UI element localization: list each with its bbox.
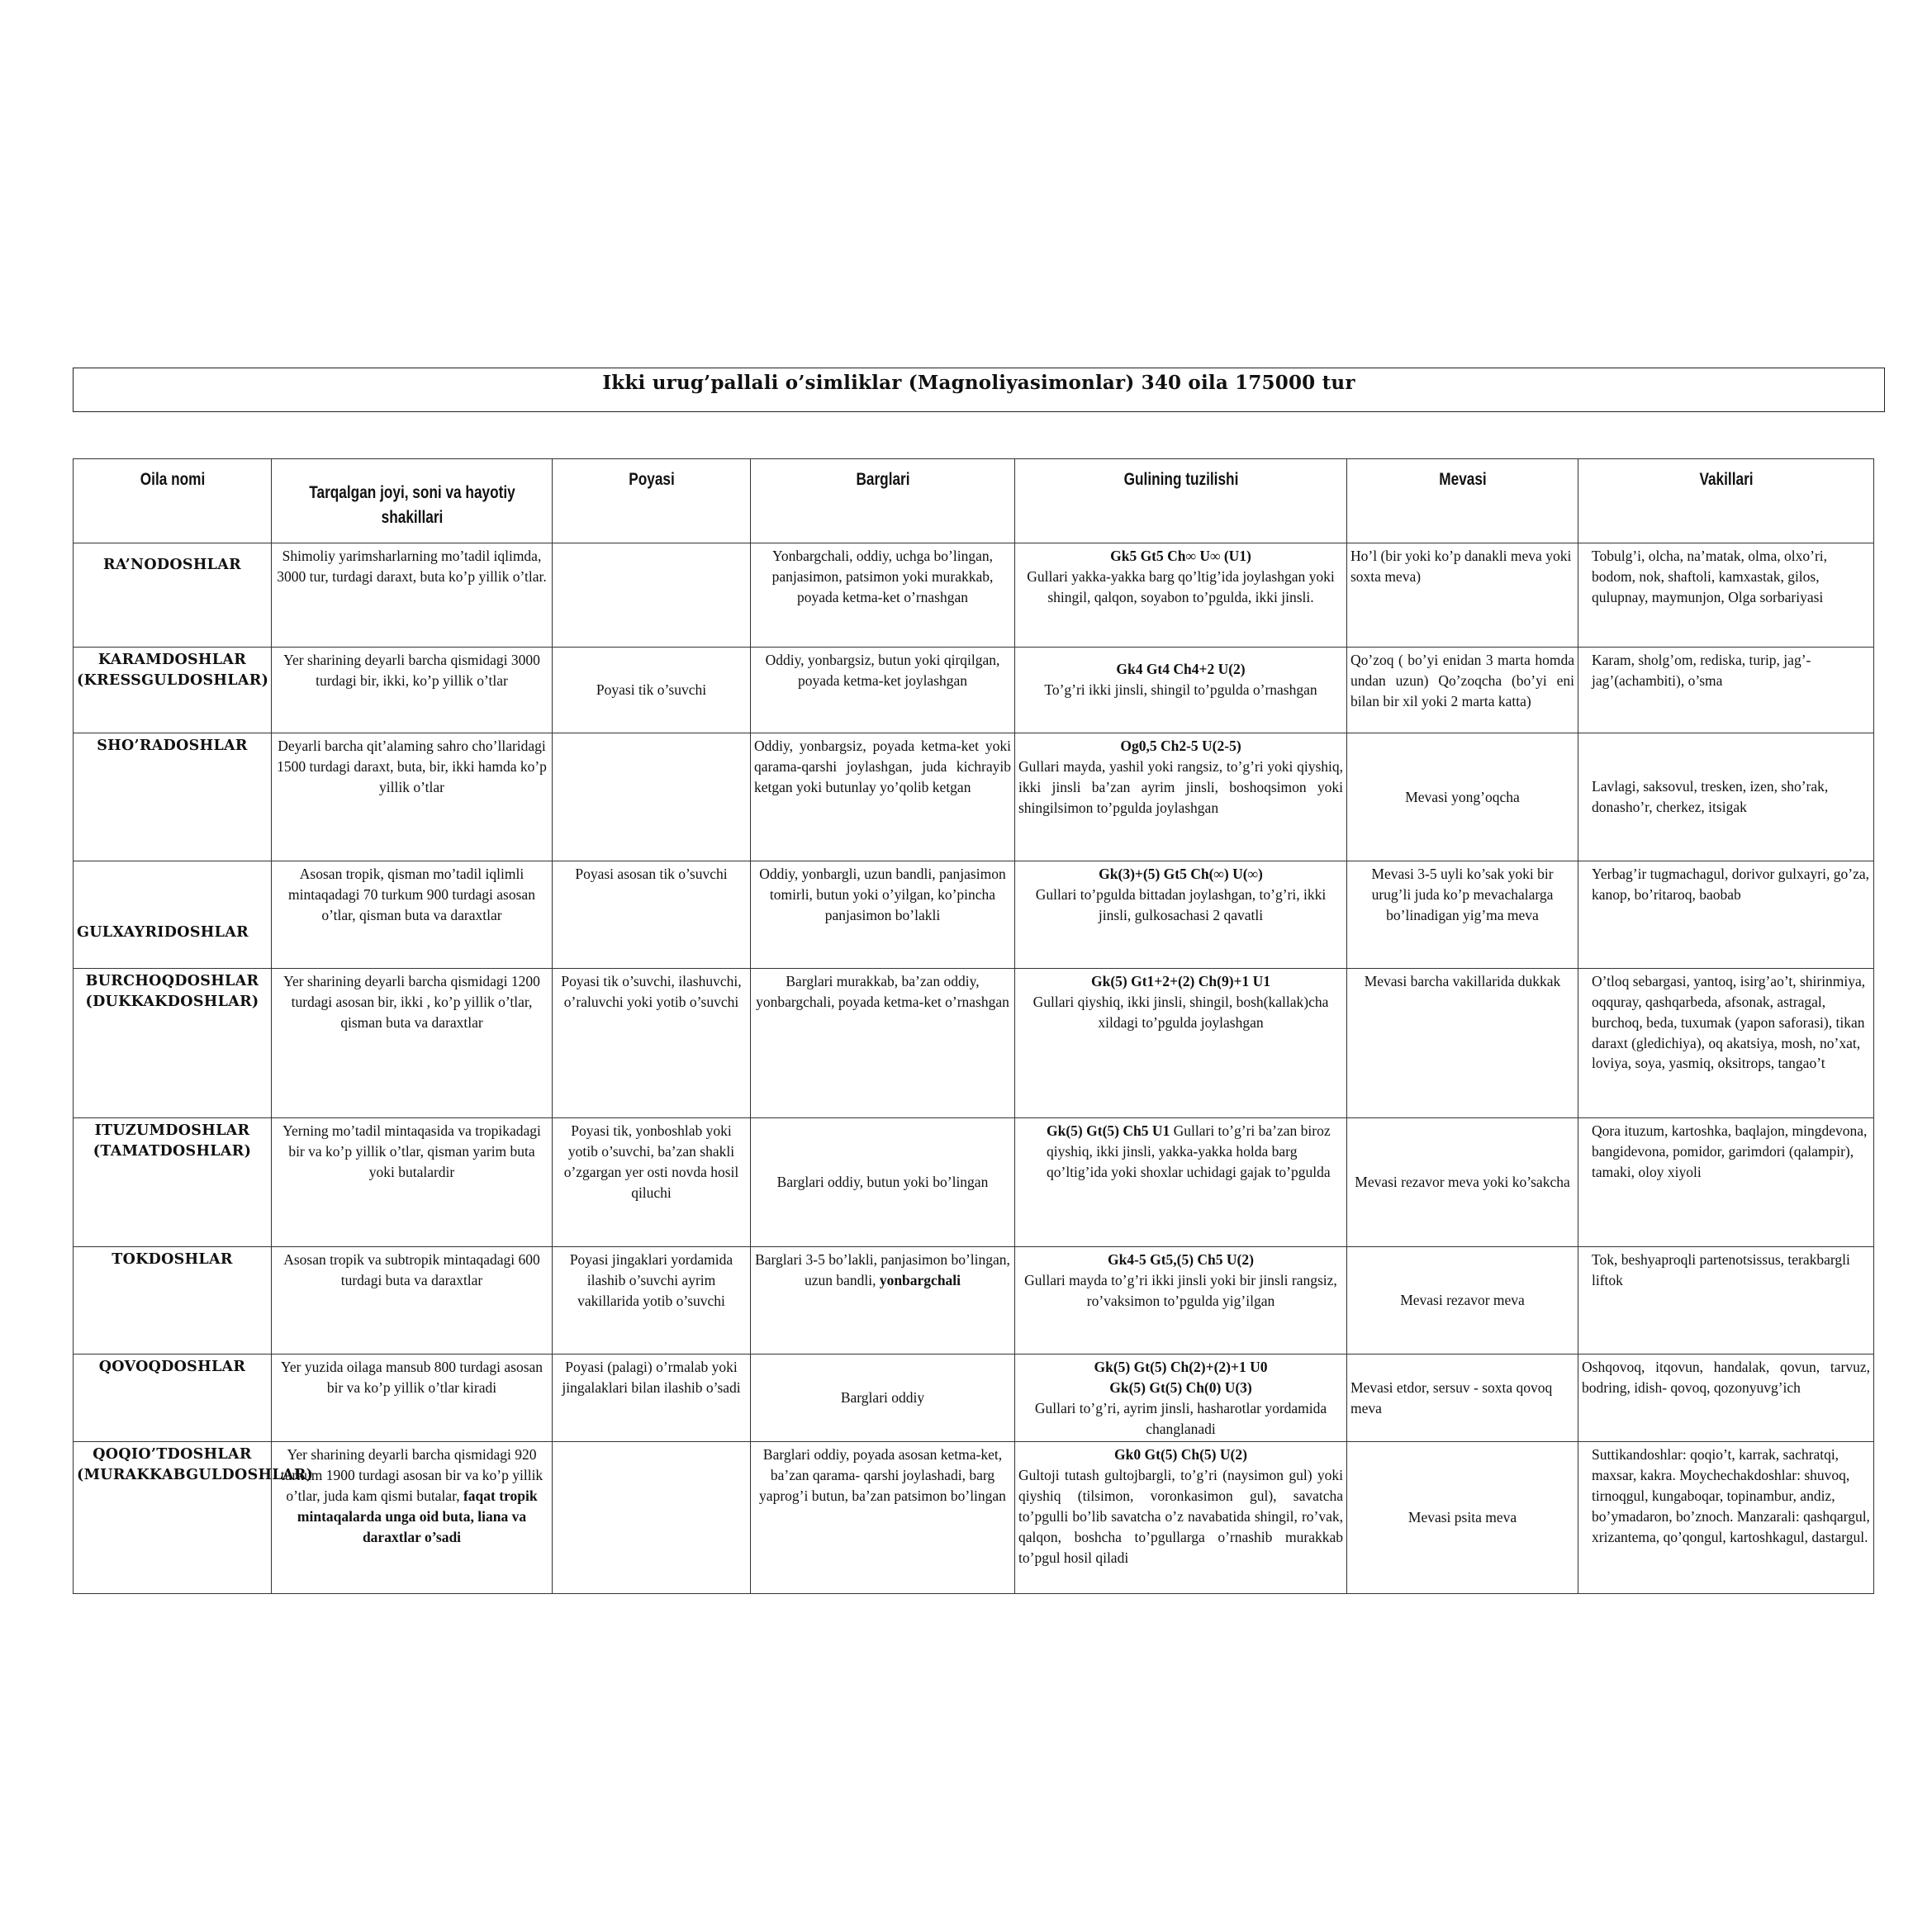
header-stem: Poyasi <box>570 459 733 543</box>
flower-formula: Og0,5 Ch2-5 U(2-5) <box>1120 738 1241 754</box>
flower-cell <box>1015 543 1347 648</box>
family-name: QOVOQDOSHLAR <box>74 1355 272 1442</box>
fruit-cell: Mevasi etdor, sersuv - soxta qovoq meva <box>1347 1355 1578 1442</box>
header-spread: Tarqalgan joyi, soni va hayotiy shakillari <box>297 459 527 543</box>
stem-cell: Poyasi asosan tik o’suvchi <box>553 861 751 969</box>
flower-cell <box>1015 1118 1347 1247</box>
leaves-bold-text: yonbargchali <box>879 1271 961 1288</box>
stem-cell: Poyasi tik o’suvchi <box>553 648 751 733</box>
members-cell: Karam, sholg’om, rediska, turip, jag’-jag’(achambiti), o’sma <box>1578 648 1874 733</box>
leaves-cell: Barglari oddiy <box>751 1355 1015 1442</box>
family-name: QOQIO’TDOSHLAR (MURAKKABGULDOSHLAR) <box>74 1442 272 1594</box>
table-row <box>74 543 1874 648</box>
fruit-cell: Mevasi yong’oqcha <box>1347 733 1578 861</box>
family-name: TOKDOSHLAR <box>74 1247 272 1355</box>
stem-cell: Poyasi jingaklari yordamida ilashib o’suvchi ayrim vakillarida yotib o’suvchi <box>553 1247 751 1355</box>
header-flower: Gulining tuzilishi <box>1045 459 1317 543</box>
members-cell: Qora ituzum, kartoshka, baqlajon, mingdevona, bangidevona, pomidor, garimdori (qalampir), tamaki, oloy xiyoli <box>1578 1118 1874 1247</box>
spread-text: Yer sharining deyarli barcha qismidagi 920 turkum 1900 turdagi asosan bir va ko’p yillik o’tlar, juda kam qismi butalar, <box>280 1446 544 1505</box>
members-cell: Yerbag’ir tugmachagul, dorivor gulxayri, go’za, kanop, bo’ritaroq, baobab <box>1578 861 1874 969</box>
spread-cell: Yer yuzida oilaga mansub 800 turdagi asosan bir va ko’p yillik o’tlar kiradi <box>272 1355 553 1442</box>
flower-formula: Gk(5) Gt1+2+(2) Ch(9)+1 U1 <box>1090 973 1271 989</box>
flower-text: Gullari to’pgulda bittadan joylashgan, to’g’ri, ikki jinsli, gulkosachasi 2 qavatli <box>1035 885 1327 923</box>
spread-cell: Yerning mo’tadil mintaqasida va tropikadagi bir va ko’p yillik o’tlar, qisman yarim buta yoki butalardir <box>272 1118 553 1247</box>
flower-text: Gullari to’g’ri, ayrim jinsli, hasharotlar yordamida changlanadi <box>1034 1399 1327 1437</box>
table-row <box>74 1355 1874 1442</box>
spread-cell: Yer sharining deyarli barcha qismidagi 3000 turdagi bir, ikki, ko’p yillik o’tlar <box>272 648 553 733</box>
members-cell: Tok, beshyaproqli partenotsissus, terakbargli liftok <box>1578 1247 1874 1355</box>
leaves-cell: Barglari oddiy, butun yoki bo’lingan <box>751 1118 1015 1247</box>
leaves-cell <box>751 1247 1015 1355</box>
spread-bold-text: faqat tropik mintaqalarda unga oid buta, liana va daraxtlar o’sadi <box>297 1487 538 1545</box>
family-name: GULXAYRIDOSHLAR <box>74 861 272 969</box>
header-fruit: Mevasi <box>1368 459 1558 543</box>
flower-text: Gullari mayda to’g’ri ikki jinsli yoki bir jinsli rangsiz, ro’vaksimon to’pgulda yig’ilgan <box>1024 1271 1337 1309</box>
flower-text: Gullari qiyshiq, ikki jinsli, shingil, bosh(kallak)cha xildagi to’pgulda joylashgan <box>1032 993 1329 1031</box>
stem-cell <box>553 1442 751 1594</box>
fruit-cell: Mevasi psita meva <box>1347 1442 1578 1594</box>
flower-formula: Gk0 Gt(5) Ch(5) U(2) <box>1114 1446 1247 1464</box>
header-leaves: Barglari <box>774 459 990 543</box>
leaves-cell: Barglari oddiy, poyada asosan ketma-ket, ba’zan qarama- qarshi joylashadi, barg yaprog’i butun, ba’zan patsimon bo’lingan <box>751 1442 1015 1594</box>
flower-text: Gultoji tutash gultojbargli, to’g’ri (naysimon gul) yoki qiyshiq (tilsimon, voronkasimon gul), savatcha to’pgulli bo’lib savatcha o’z navabatida shingil, ro’vak, qalqon, boshcha to’pgullarga o’rnashib murakkab to’pgul hosil qiladi <box>1018 1467 1343 1566</box>
fruit-cell: Mevasi barcha vakillarida dukkak <box>1347 969 1578 1118</box>
family-name: KARAMDOSHLAR (KRESSGULDOSHLAR) <box>74 648 272 733</box>
flower-text: To’g’ri ikki jinsli, shingil to’pgulda o’rnashgan <box>1044 681 1317 698</box>
leaves-text: Barglari 3-5 bo’lakli, panjasimon bo’lingan, uzun bandli, <box>755 1251 1010 1288</box>
spread-cell: Yer sharining deyarli barcha qismidagi 1200 turdagi asosan bir, ikki , ko’p yillik o’tlar, qisman buta va daraxtlar <box>272 969 553 1118</box>
flower-formula: Gk5 Gt5 Ch∞ U∞ (U1) <box>1110 548 1251 564</box>
flower-cell <box>1015 733 1347 861</box>
flower-formula: Gk(5) Gt(5) Ch(2)+(2)+1 U0 <box>1094 1359 1268 1375</box>
stem-cell <box>553 543 751 648</box>
fruit-cell: Qo’zoq ( bo’yi enidan 3 marta homda undan uzun) Qo’zoqcha (bo’yi eni bilan bir xil yoki 2 marta katta) <box>1347 648 1578 733</box>
members-cell: Tobulg’i, olcha, na’matak, olma, olxo’ri, bodom, nok, shaftoli, kamxastak, gilos, qulupnay, maymunjon, Olga sorbariyasi <box>1578 543 1874 648</box>
leaves-cell: Oddiy, yonbargsiz, butun yoki qirqilgan, poyada ketma-ket joylashgan <box>751 648 1015 733</box>
flower-formula-2: Gk(5) Gt(5) Ch(0) U(3) <box>1109 1378 1252 1396</box>
flower-formula: Gk(5) Gt(5) Ch5 U1 <box>1047 1122 1170 1139</box>
table-row <box>74 1442 1874 1594</box>
family-name: BURCHOQDOSHLAR (DUKKAKDOSHLAR) <box>74 969 272 1118</box>
spread-cell <box>272 1442 553 1594</box>
fruit-cell: Mevasi rezavor meva <box>1347 1247 1578 1355</box>
spread-cell: Asosan tropik va subtropik mintaqadagi 600 turdagi buta va daraxtlar <box>272 1247 553 1355</box>
leaves-cell: Barglari murakkab, ba’zan oddiy, yonbargchali, poyada ketma-ket o’rnashgan <box>751 969 1015 1118</box>
spread-cell: Shimoliy yarimsharlarning mo’tadil iqlimda, 3000 tur, turdagi daraxt, buta ko’p yillik o’tlar. <box>272 543 553 648</box>
table-row <box>74 1247 1874 1355</box>
table-row <box>74 861 1874 969</box>
families-table <box>73 458 1874 1594</box>
flower-text: Gullari yakka-yakka barg qo’ltig’ida joylashgan yoki shingil, qalqon, soyabon to’pgulda, ikki jinsli. <box>1027 567 1335 605</box>
header-row <box>74 459 1874 543</box>
family-name: ITUZUMDOSHLAR (TAMATDOSHLAR) <box>74 1118 272 1247</box>
family-name: RA’NODOSHLAR <box>74 543 272 648</box>
leaves-cell: Yonbargchali, oddiy, uchga bo’lingan, panjasimon, patsimon yoki murakkab, poyada ketma-ket o’rnashgan <box>751 543 1015 648</box>
title-box <box>73 368 1885 412</box>
table-row <box>74 648 1874 733</box>
flower-formula: Gk(3)+(5) Gt5 Ch(∞) U(∞) <box>1099 866 1263 882</box>
spread-cell: Deyarli barcha qit’alaming sahro cho’llaridagi 1500 turdagi daraxt, buta, bir, ikki hamda ko’p yillik o’tlar <box>272 733 553 861</box>
fruit-cell: Mevasi rezavor meva yoki ko’sakcha <box>1347 1118 1578 1247</box>
flower-formula: Gk4-5 Gt5,(5) Ch5 U(2) <box>1108 1251 1254 1268</box>
leaves-cell: Oddiy, yonbargli, uzun bandli, panjasimon tomirli, butun yoki o’yilgan, ko’pincha panjasimon bo’lakli <box>751 861 1015 969</box>
header-family-name: Oila nomi <box>91 459 254 543</box>
fruit-cell: Mevasi 3-5 uyli ko’sak yoki bir urug’li juda ko’p mevachalarga bo’linadigan yig’ma meva <box>1347 861 1578 969</box>
flower-cell <box>1015 648 1347 733</box>
members-cell: Suttikandoshlar: qoqio’t, karrak, sachratqi, maxsar, kakra. Moychechakdoshlar: shuvoq, tirnoqgul, kungaboqar, topinambur, andiz, bo’ymadaron, bo’znoch. Manzarali: qashqargul, xrizantema, qo’qongul, kartoshkagul, dastargul. <box>1578 1442 1874 1594</box>
members-cell: O’tloq sebargasi, yantoq, isirg’ao’t, shirinmiya, oqquray, qashqarbeda, afsonak, astragal, burchoq, beda, tuxumak (yapon saforasi), tikan daraxt (gledichiya), oq akatsiya, mosh, no’xat, loviya, soya, yasmiq, oksitrops, tangao’t <box>1578 969 1874 1118</box>
flower-text: Gullari mayda, yashil yoki rangsiz, to’g’ri yoki qiyshiq, ikki jinsli ba’zan ayrim jinsli, boshoqsimon yoki shingilsimon to’pgulda joylashgan <box>1018 757 1343 816</box>
table-row <box>74 733 1874 861</box>
table-row <box>74 1118 1874 1247</box>
family-name: SHO’RADOSHLAR <box>74 733 272 861</box>
flower-formula: Gk4 Gt4 Ch4+2 U(2) <box>1116 661 1246 677</box>
stem-cell: Poyasi (palagi) o’rmalab yoki jingalaklari bilan ilashib o’sadi <box>553 1355 751 1442</box>
members-cell: Lavlagi, saksovul, tresken, izen, sho’rak, donasho’r, cherkez, itsigak <box>1578 733 1874 861</box>
stem-cell: Poyasi tik, yonboshlab yoki yotib o’suvchi, ba’zan shakli o’zgargan yer osti novda hosil qiluchi <box>553 1118 751 1247</box>
page-title: Ikki urug’pallali o’simliklar (Magnoliyasimonlar) 340 oila 175000 tur <box>602 372 1355 394</box>
leaves-cell: Oddiy, yonbargsiz, poyada ketma-ket yoki qarama-qarshi joylashgan, juda kichrayib ketgan yoki butunlay yo’qolib ketgan <box>751 733 1015 861</box>
flower-cell <box>1015 1247 1347 1355</box>
flower-cell <box>1015 1442 1347 1594</box>
stem-cell <box>553 733 751 861</box>
header-members: Vakillari <box>1605 459 1848 543</box>
flower-text: Gullari to’g’ri ba’zan biroz qiyshiq, ikki jinsli, yakka-yakka holda barg qo’ltig’ida yoki shoxlar uchidagi gajak to’pgulda <box>1047 1122 1331 1180</box>
flower-cell <box>1015 861 1347 969</box>
spread-cell: Asosan tropik, qisman mo’tadil iqlimli mintaqadagi 70 turkum 900 turdagi asosan o’tlar, qisman buta va daraxtlar <box>272 861 553 969</box>
fruit-cell: Ho’l (bir yoki ko’p danakli meva yoki soxta meva) <box>1347 543 1578 648</box>
table-row <box>74 969 1874 1118</box>
stem-cell: Poyasi tik o’suvchi, ilashuvchi, o’raluvchi yoki yotib o’suvchi <box>553 969 751 1118</box>
flower-cell <box>1015 1355 1347 1442</box>
flower-cell <box>1015 969 1347 1118</box>
members-cell: Oshqovoq, itqovun, handalak, qovun, tarvuz, bodring, idish- qovoq, qozonyuvg’ich <box>1578 1355 1874 1442</box>
